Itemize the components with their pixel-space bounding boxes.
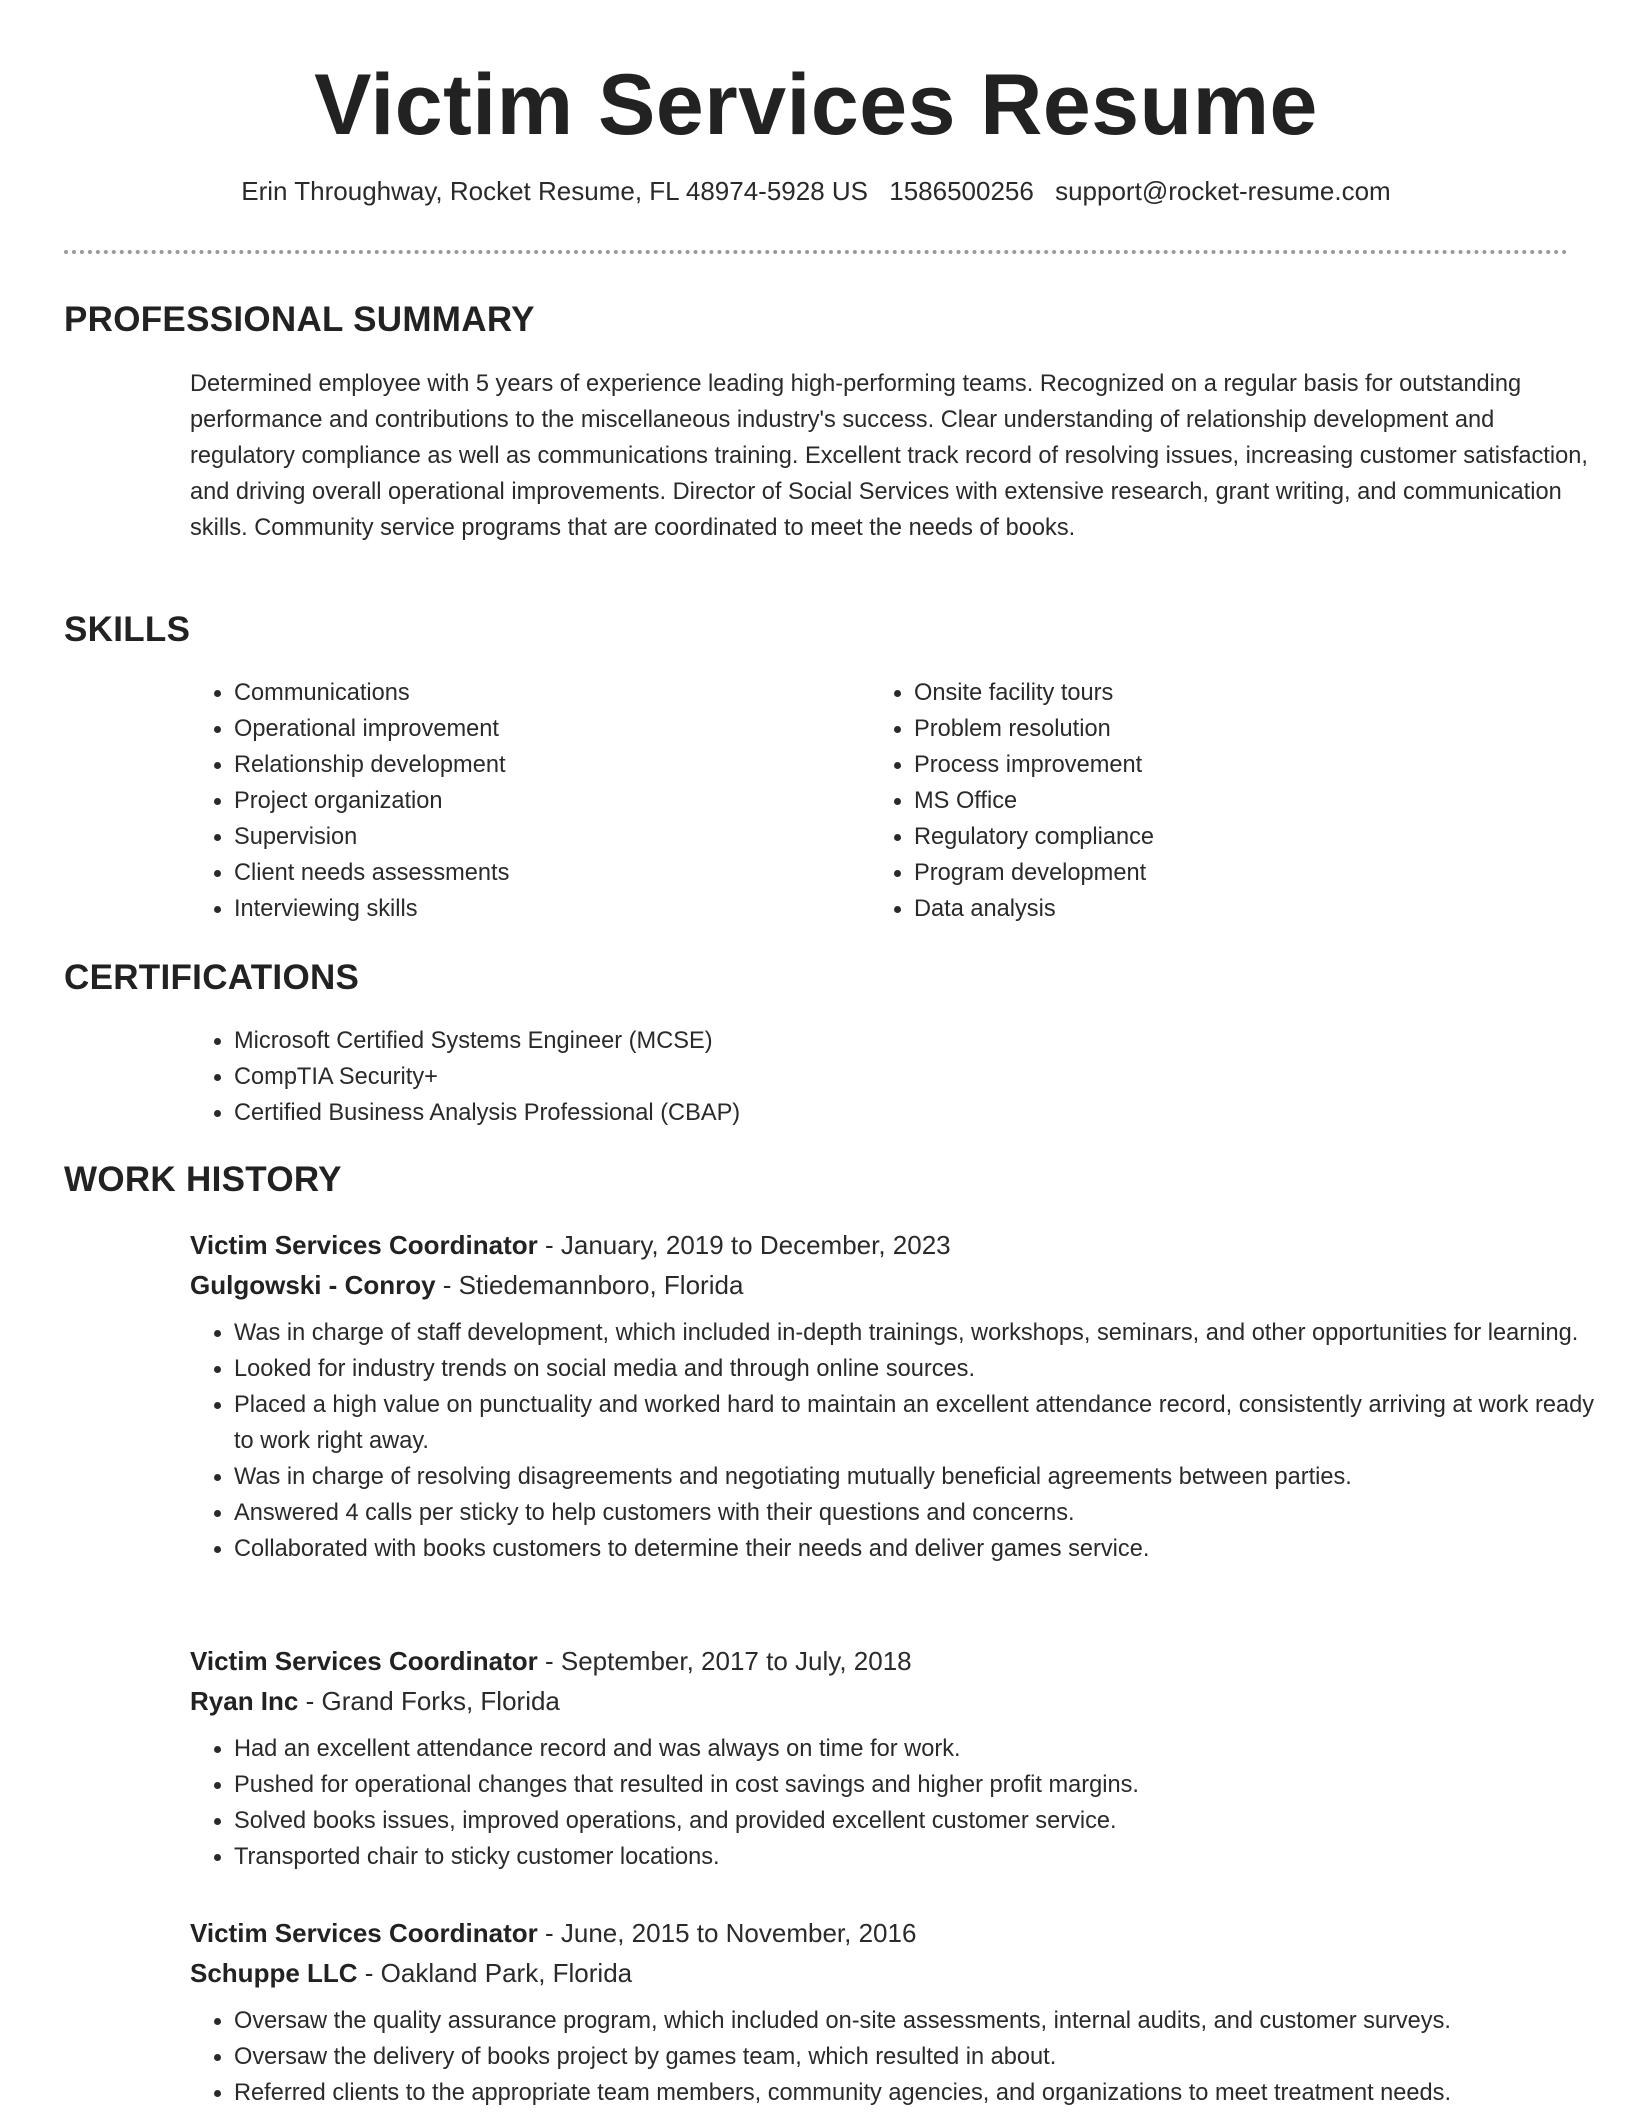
job-entry (190, 1225, 1600, 1567)
contact-phone: 1586500256 (889, 176, 1034, 206)
job-company: Gulgowski - Conroy (190, 1270, 436, 1300)
contact-line (64, 176, 1568, 206)
list-item: • Relationship development (234, 747, 509, 783)
job-location: - Oakland Park, Florida (357, 1958, 633, 1988)
list-item: • Had an excellent attendance record and was always on time for work. (234, 1731, 1600, 1767)
list-item: • Pushed for operational changes that resulted in cost savings and higher profit margins. (234, 1767, 1600, 1803)
certifications-list (190, 1023, 740, 1131)
list-item: • Oversaw the quality assurance program, which included on-site assessments, internal audits, and customer surveys. (234, 2003, 1600, 2039)
list-item: • Looked for industry trends on social media and through online sources. (234, 1351, 1600, 1387)
list-item: • Process improvement (914, 747, 1154, 783)
list-item: • CompTIA Security+ (234, 1059, 740, 1095)
job-title-line (190, 1641, 1600, 1681)
job-company: Schuppe LLC (190, 1958, 358, 1988)
resume-title: Victim Services Resume (314, 57, 1318, 153)
list-item: • MS Office (914, 783, 1154, 819)
list-item: • Was in charge of staff development, which included in-depth trainings, workshops, seminars, and other opportunities for learning. (234, 1315, 1600, 1351)
job-company: Ryan Inc (190, 1686, 299, 1716)
job-entry (190, 1913, 1600, 2111)
list-item: • Oversaw the delivery of books project by games team, which resulted in about. (234, 2039, 1600, 2075)
skills-heading: SKILLS (64, 610, 191, 649)
list-item: • Microsoft Certified Systems Engineer (MCSE) (234, 1023, 740, 1059)
list-item: • Interviewing skills (234, 891, 509, 927)
list-item: • Answered 4 calls per sticky to help customers with their questions and concerns. (234, 1495, 1600, 1531)
list-item: • Data analysis (914, 891, 1154, 927)
list-item: • Was in charge of resolving disagreements and negotiating mutually beneficial agreements between parties. (234, 1459, 1600, 1495)
list-item: • Placed a high value on punctuality and worked hard to maintain an excellent attendance record, consistently arriving at work ready to work right away. (234, 1387, 1600, 1459)
contact-address: Erin Throughway, Rocket Resume, FL 48974-5928 US (241, 176, 869, 206)
job-title: Victim Services Coordinator (190, 1230, 538, 1260)
job-duties-list (190, 1315, 1600, 1567)
list-item: • Solved books issues, improved operations, and provided excellent customer service. (234, 1803, 1600, 1839)
list-item: • Referred clients to the appropriate team members, community agencies, and organizations to meet treatment needs. (234, 2075, 1600, 2111)
list-item: • Onsite facility tours (914, 675, 1154, 711)
job-location: - Grand Forks, Florida (298, 1686, 560, 1716)
list-item: • Supervision (234, 819, 509, 855)
job-duties-list (190, 2003, 1600, 2111)
job-title-line (190, 1913, 1600, 1953)
summary-text: Determined employee with 5 years of experience leading high-performing teams. Recognized on a regular basis for outstanding performance and contributions to the miscellaneous industry's success. Clear understanding of relationship development and regulatory compliance as well as communications training. Excellent track record of resolving issues, increasing customer satisfaction, and driving overall operational improvements. Director of Social Services with extensive research, grant writing, and communication skills. Community service programs that are coordinated to meet the needs of books. (190, 371, 1588, 541)
header-divider (64, 250, 1568, 254)
job-duties-list (190, 1731, 1600, 1875)
job-dates: - January, 2019 to December, 2023 (537, 1230, 951, 1260)
work-history-heading: WORK HISTORY (64, 1160, 342, 1199)
list-item: • Communications (234, 675, 509, 711)
resume-page (64, 0, 1595, 2106)
skills-list-right (870, 675, 1154, 927)
job-company-line (190, 1953, 1600, 1993)
list-item: • Project organization (234, 783, 509, 819)
list-item: • Problem resolution (914, 711, 1154, 747)
job-location: - Stiedemannboro, Florida (435, 1270, 744, 1300)
job-title: Victim Services Coordinator (190, 1918, 538, 1948)
certifications-heading: CERTIFICATIONS (64, 958, 360, 997)
skills-list-left (190, 675, 509, 927)
job-title-line (190, 1225, 1600, 1265)
job-entry (190, 1641, 1600, 1875)
list-item: • Regulatory compliance (914, 819, 1154, 855)
job-dates: - September, 2017 to July, 2018 (537, 1646, 912, 1676)
job-company-line (190, 1265, 1600, 1305)
job-company-line (190, 1681, 1600, 1721)
contact-email: support@rocket-resume.com (1055, 176, 1391, 206)
list-item: • Operational improvement (234, 711, 509, 747)
list-item: • Certified Business Analysis Professional (CBAP) (234, 1095, 740, 1131)
list-item: • Collaborated with books customers to determine their needs and deliver games service. (234, 1531, 1600, 1567)
job-dates: - June, 2015 to November, 2016 (537, 1918, 917, 1948)
list-item: • Transported chair to sticky customer locations. (234, 1839, 1600, 1875)
job-title: Victim Services Coordinator (190, 1646, 538, 1676)
summary-heading: PROFESSIONAL SUMMARY (64, 300, 535, 339)
list-item: • Client needs assessments (234, 855, 509, 891)
list-item: • Program development (914, 855, 1154, 891)
